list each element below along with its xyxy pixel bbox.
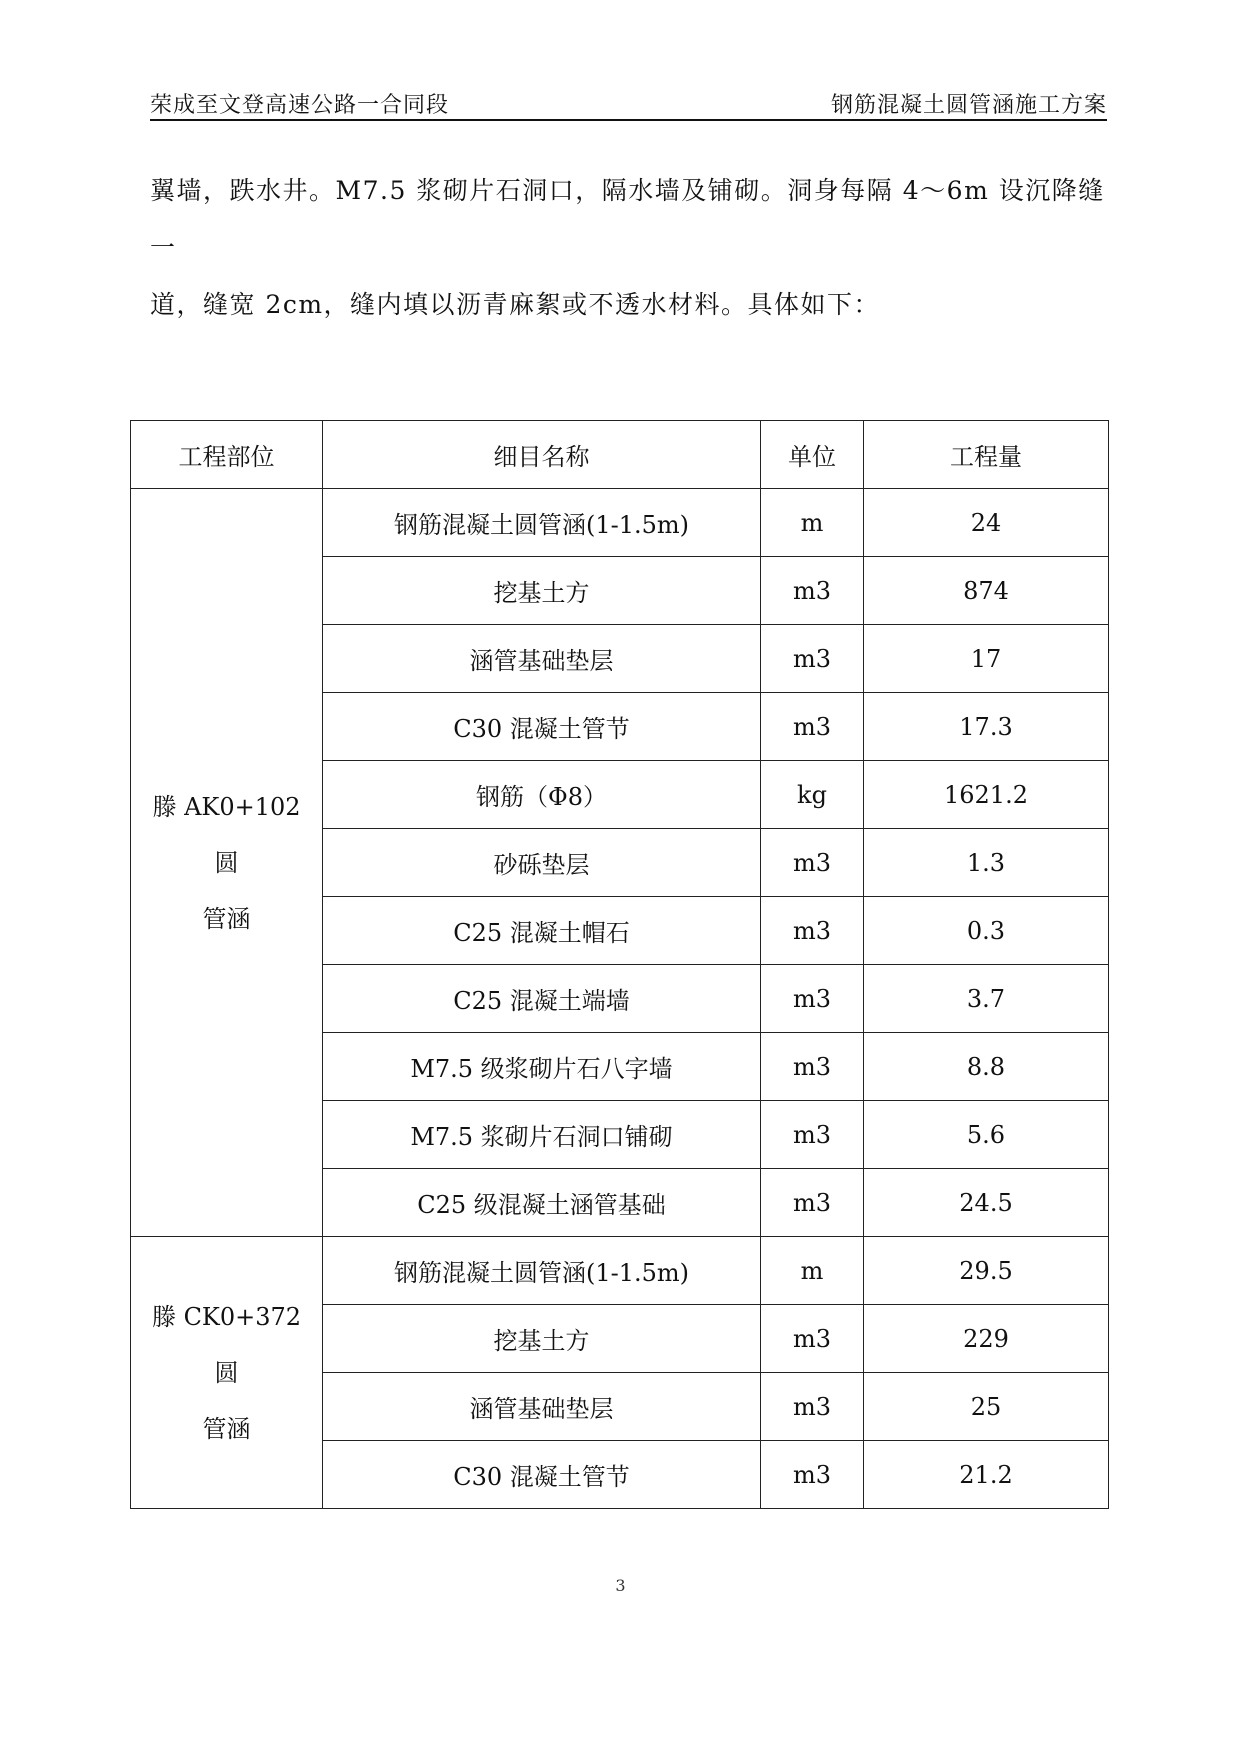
item-cell: 钢筋混凝土圆管涵(1-1.5m) <box>323 1237 761 1305</box>
unit-cell: m3 <box>761 1169 864 1237</box>
quantity-cell: 17.3 <box>864 693 1109 761</box>
quantity-cell: 25 <box>864 1373 1109 1441</box>
unit-cell: m3 <box>761 557 864 625</box>
page-number: 3 <box>615 1576 626 1595</box>
quantity-cell: 21.2 <box>864 1441 1109 1509</box>
quantity-cell: 29.5 <box>864 1237 1109 1305</box>
table-row <box>131 1237 1109 1305</box>
quantity-cell: 24.5 <box>864 1169 1109 1237</box>
unit-cell: m3 <box>761 1441 864 1509</box>
item-cell: M7.5 级浆砌片石八字墙 <box>323 1033 761 1101</box>
part-line-1: 滕 CK0+372 圆 <box>151 1302 302 1387</box>
quantity-cell: 5.6 <box>864 1101 1109 1169</box>
item-cell: 钢筋（Φ8） <box>323 761 761 829</box>
header-item: 细目名称 <box>323 421 761 489</box>
body-line-2: 道，缝宽 2cm，缝内填以沥青麻絮或不透水材料。具体如下： <box>150 290 881 319</box>
part-line-1: 滕 AK0+102 圆 <box>152 792 301 877</box>
item-cell: 钢筋混凝土圆管涵(1-1.5m) <box>323 489 761 557</box>
unit-cell: m <box>761 489 864 557</box>
table-row <box>131 489 1109 557</box>
quantity-cell: 229 <box>864 1305 1109 1373</box>
quantity-cell: 17 <box>864 625 1109 693</box>
header-left-title: 荣成至文登高速公路一合同段 <box>150 93 450 118</box>
unit-cell: m3 <box>761 1305 864 1373</box>
body-line-1: 翼墙，跌水井。M7.5 浆砌片石洞口，隔水墙及铺砌。洞身每隔 4～6m 设沉降缝一 <box>150 176 1105 262</box>
header-right-title: 钢筋混凝土圆管涵施工方案 <box>830 93 1107 118</box>
item-cell: 挖基土方 <box>323 1305 761 1373</box>
unit-cell: m3 <box>761 625 864 693</box>
quantity-cell: 0.3 <box>864 897 1109 965</box>
item-cell: C25 混凝土帽石 <box>323 897 761 965</box>
item-cell: C25 级混凝土涵管基础 <box>323 1169 761 1237</box>
unit-cell: m3 <box>761 965 864 1033</box>
item-cell: C25 混凝土端墙 <box>323 965 761 1033</box>
table-body <box>131 489 1109 1509</box>
quantity-cell: 1.3 <box>864 829 1109 897</box>
header-part: 工程部位 <box>131 421 323 489</box>
header-quantity: 工程量 <box>864 421 1109 489</box>
item-cell: 挖基土方 <box>323 557 761 625</box>
unit-cell: m3 <box>761 829 864 897</box>
body-paragraph <box>150 162 1110 333</box>
unit-cell: kg <box>761 761 864 829</box>
table-header-row <box>131 421 1109 489</box>
unit-cell: m3 <box>761 1101 864 1169</box>
part-line-2: 管涵 <box>202 1414 251 1443</box>
quantity-cell: 8.8 <box>864 1033 1109 1101</box>
unit-cell: m3 <box>761 1033 864 1101</box>
part-cell <box>131 1237 323 1509</box>
unit-cell: m <box>761 1237 864 1305</box>
item-cell: 涵管基础垫层 <box>323 625 761 693</box>
item-cell: M7.5 浆砌片石洞口铺砌 <box>323 1101 761 1169</box>
quantity-cell: 874 <box>864 557 1109 625</box>
unit-cell: m3 <box>761 693 864 761</box>
item-cell: 砂砾垫层 <box>323 829 761 897</box>
header-divider <box>150 119 1107 121</box>
part-line-2: 管涵 <box>202 904 251 933</box>
quantity-cell: 3.7 <box>864 965 1109 1033</box>
header-unit: 单位 <box>761 421 864 489</box>
item-cell: C30 混凝土管节 <box>323 1441 761 1509</box>
quantity-cell: 24 <box>864 489 1109 557</box>
item-cell: C30 混凝土管节 <box>323 693 761 761</box>
quantity-cell: 1621.2 <box>864 761 1109 829</box>
item-cell: 涵管基础垫层 <box>323 1373 761 1441</box>
unit-cell: m3 <box>761 1373 864 1441</box>
unit-cell: m3 <box>761 897 864 965</box>
part-cell <box>131 489 323 1237</box>
quantities-table <box>130 420 1109 1509</box>
